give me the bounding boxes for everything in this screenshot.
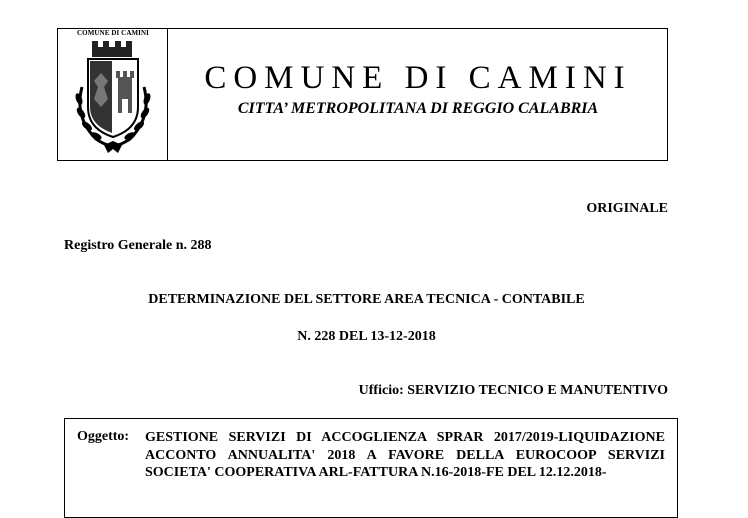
original-label: ORIGINALE [586,201,668,216]
crest-caption: COMUNE DI CAMINI [77,29,149,37]
subject-text: GESTIONE SERVIZI DI ACCOGLIENZA SPRAR 2017/2019-LIQUIDAZIONE ACCONTO ANNUALITA' 2018 A FAVORE DELLA EUROCOOP SERVIZI SOCIETA' COOPERATIVA ARL-FATTURA N.16-2018-FE DEL 12.12.2018- [145,430,665,481]
determination-number: N. 228 DEL 13-12-2018 [297,329,436,344]
determination-title: DETERMINAZIONE DEL SETTORE AREA TECNICA - CONTABILE [148,292,585,307]
office-line [359,383,668,399]
office-label: Ufficio: [358,383,404,398]
town-name: COMUNE DI CAMINI [204,60,632,96]
registry-number: Registro Generale n. 288 [64,238,212,253]
subject-label: Oggetto: [77,429,130,444]
subject-box [64,418,678,518]
town-subtitle: CITTA’ METROPOLITANA DI REGGIO CALABRIA [237,100,599,117]
office-value: SERVIZIO TECNICO E MANUTENTIVO [407,383,668,398]
municipal-crest-icon [66,37,160,159]
crest-cell [58,29,168,160]
letterhead-box [57,28,668,161]
